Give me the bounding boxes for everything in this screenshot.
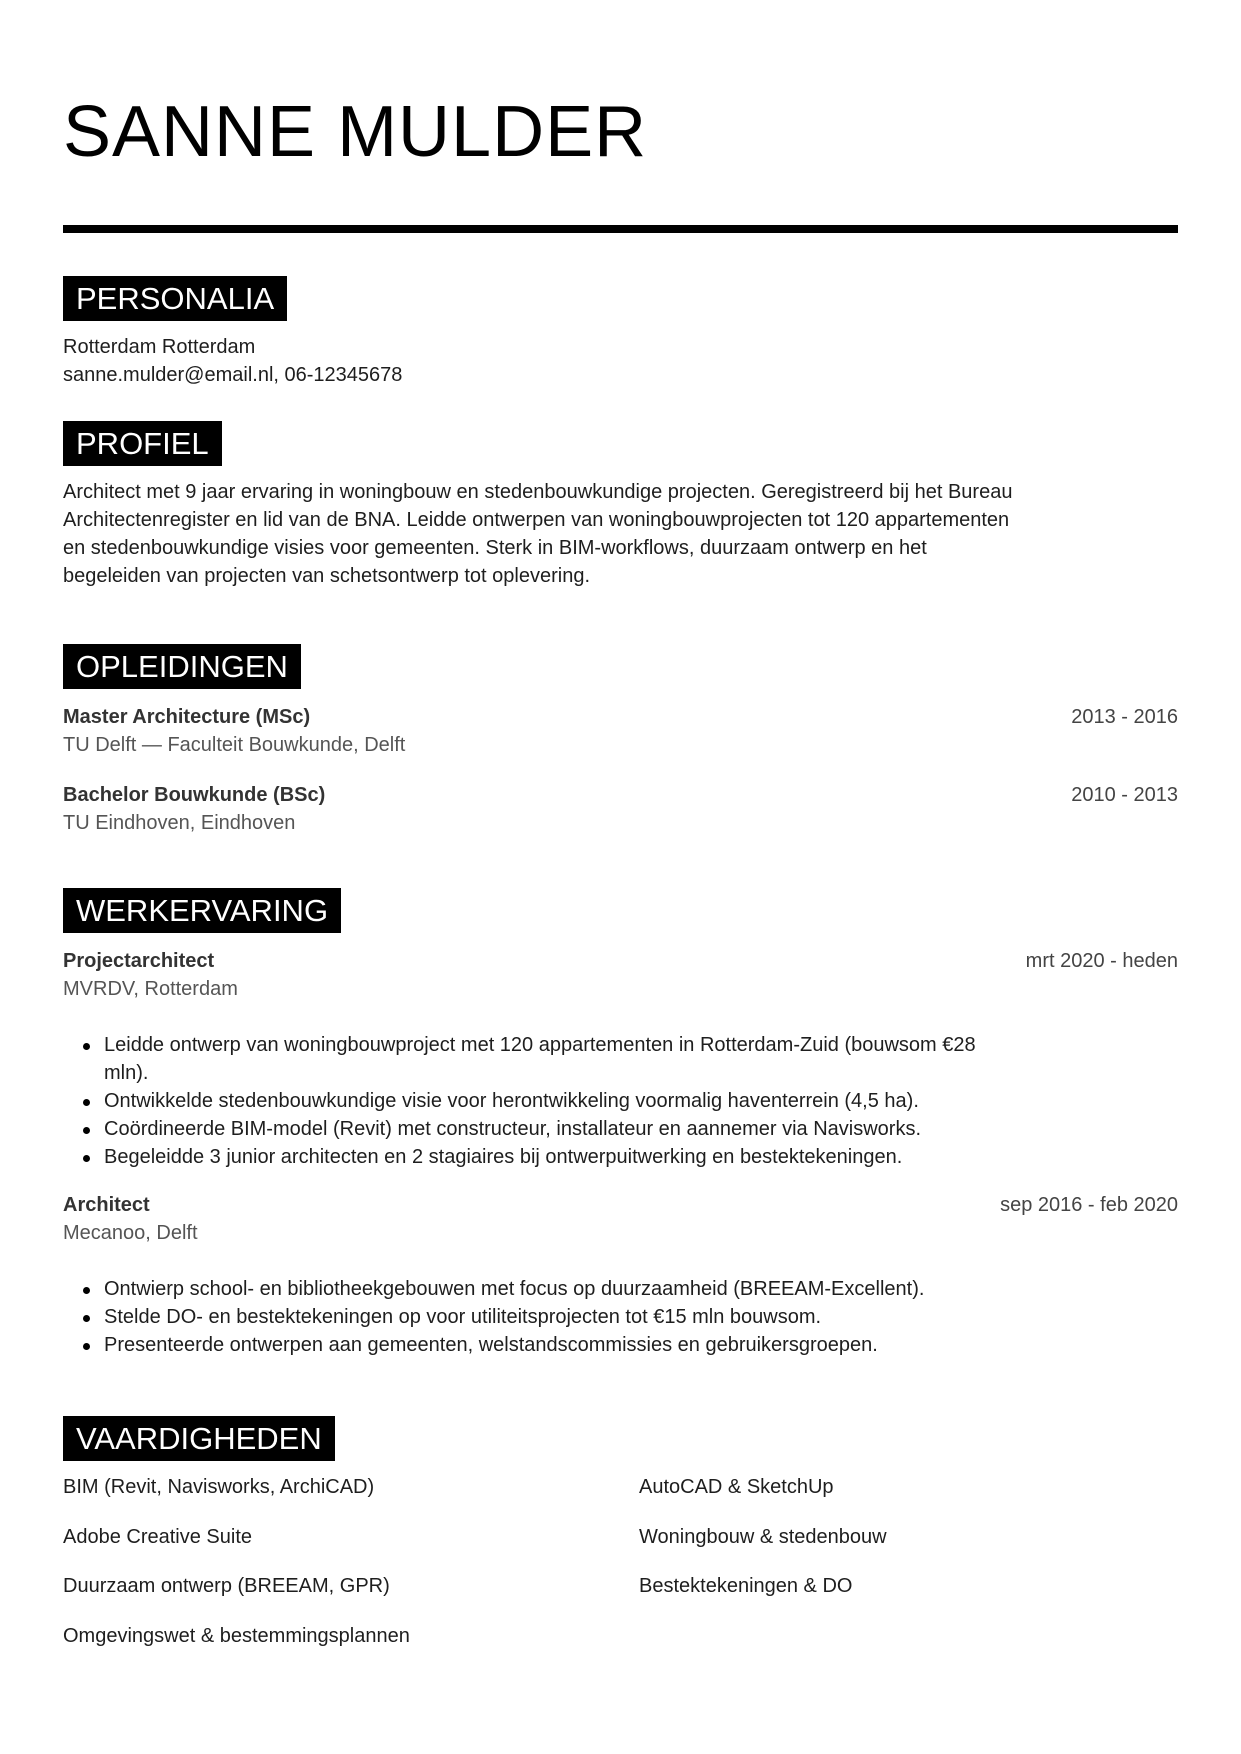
section-vaardigheden xyxy=(63,1416,1178,1673)
institution: TU Delft — Faculteit Bouwkunde, Delft xyxy=(63,734,406,756)
education-entry xyxy=(63,781,1178,837)
institution: TU Eindhoven, Eindhoven xyxy=(63,812,296,834)
bullet-text: Stelde DO- en bestektekeningen op voor utiliteitsprojecten tot €15 mln bouwsom. xyxy=(104,1306,822,1328)
section-heading: WERKERVARING xyxy=(63,888,341,933)
profile-line: Architectenregister en lid van de BNA. Leidde ontwerpen van woningbouwprojecten tot 120 appartementen xyxy=(63,509,1010,531)
bullet-dot-icon xyxy=(83,1127,90,1134)
bullet-text: Ontwierp school- en bibliotheekgebouwen met focus op duurzaamheid (BREEAM-Excellent). xyxy=(104,1278,925,1300)
skill-item: BIM (Revit, Navisworks, ArchiCAD) xyxy=(63,1476,375,1498)
bullet-item xyxy=(63,1115,1178,1143)
bullet-text: Leidde ontwerp van woningbouwproject met 120 appartementen in Rotterdam-Zuid (bouwsom €28 xyxy=(104,1034,976,1056)
job-dates: mrt 2020 - heden xyxy=(1025,950,1178,972)
job-bullets xyxy=(63,1031,1178,1171)
section-personalia xyxy=(63,276,1178,389)
skill-item: Adobe Creative Suite xyxy=(63,1526,253,1548)
degree-title: Master Architecture (MSc) xyxy=(63,706,311,728)
employer: Mecanoo, Delft xyxy=(63,1222,198,1244)
bullet-item xyxy=(63,1143,1178,1171)
job-bullets xyxy=(63,1275,1178,1359)
bullet-item xyxy=(63,1303,1178,1331)
employer: MVRDV, Rotterdam xyxy=(63,978,238,1000)
profile-line: Architect met 9 jaar ervaring in woningbouw en stedenbouwkundige projecten. Geregistreerd bij het Bureau xyxy=(63,481,1013,503)
section-werkervaring xyxy=(63,888,1178,1359)
job-title: Architect xyxy=(63,1194,150,1216)
bullet-dot-icon xyxy=(83,1043,90,1050)
section-heading: OPLEIDINGEN xyxy=(63,644,301,689)
bullet-text: Coördineerde BIM-model (Revit) met constructeur, installateur en aannemer via Navisworks. xyxy=(104,1118,922,1140)
bullet-dot-icon xyxy=(83,1155,90,1162)
bullet-text: Presenteerde ontwerpen aan gemeenten, welstandscommissies en gebruikersgroepen. xyxy=(104,1334,878,1356)
skill-item: Bestektekeningen & DO xyxy=(639,1575,853,1597)
contact-info: sanne.mulder@email.nl, 06-12345678 xyxy=(63,364,403,386)
skill-item: Omgevingswet & bestemmingsplannen xyxy=(63,1625,410,1647)
bullet-item xyxy=(63,1275,1178,1303)
bullet-continuation xyxy=(63,1059,1178,1087)
bullet-dot-icon xyxy=(83,1343,90,1350)
bullet-text: Ontwikkelde stedenbouwkundige visie voor herontwikkeling voormalig haventerrein (4,5 ha). xyxy=(104,1090,919,1112)
degree-title: Bachelor Bouwkunde (BSc) xyxy=(63,784,326,806)
section-heading: VAARDIGHEDEN xyxy=(63,1416,335,1461)
section-heading: PERSONALIA xyxy=(63,276,287,321)
section-heading: PROFIEL xyxy=(63,421,222,466)
location: Rotterdam Rotterdam xyxy=(63,336,256,358)
education-dates: 2013 - 2016 xyxy=(1071,706,1178,728)
education-entry xyxy=(63,703,1178,759)
education-dates: 2010 - 2013 xyxy=(1071,784,1178,806)
section-opleidingen xyxy=(63,644,1178,837)
bullet-item xyxy=(63,1031,1178,1059)
header-divider xyxy=(63,225,1178,233)
skills-grid xyxy=(63,1473,1178,1673)
bullet-dot-icon xyxy=(83,1099,90,1106)
skill-item: Duurzaam ontwerp (BREEAM, GPR) xyxy=(63,1575,390,1597)
skill-item: Woningbouw & stedenbouw xyxy=(639,1526,887,1548)
bullet-item xyxy=(63,1331,1178,1359)
profile-line: en stedenbouwkundige visies voor gemeenten. Sterk in BIM-workflows, duurzaam ontwerp en het xyxy=(63,537,927,559)
bullet-dot-icon xyxy=(83,1315,90,1322)
profile-summary xyxy=(63,478,1178,590)
profile-line: begeleiden van projecten van schetsontwerp tot oplevering. xyxy=(63,565,591,587)
job-entry xyxy=(63,947,1178,1171)
job-dates: sep 2016 - feb 2020 xyxy=(1000,1194,1178,1216)
bullet-text: Begeleidde 3 junior architecten en 2 stagiaires bij ontwerpuitwerking en bestektekeningen. xyxy=(104,1146,903,1168)
job-entry xyxy=(63,1191,1178,1359)
bullet-text: mln). xyxy=(104,1062,149,1084)
bullet-dot-icon xyxy=(83,1287,90,1294)
section-profiel xyxy=(63,421,1178,590)
skill-item: AutoCAD & SketchUp xyxy=(639,1476,834,1498)
candidate-name: SANNE MULDER xyxy=(63,92,648,172)
bullet-item xyxy=(63,1087,1178,1115)
job-title: Projectarchitect xyxy=(63,950,215,972)
